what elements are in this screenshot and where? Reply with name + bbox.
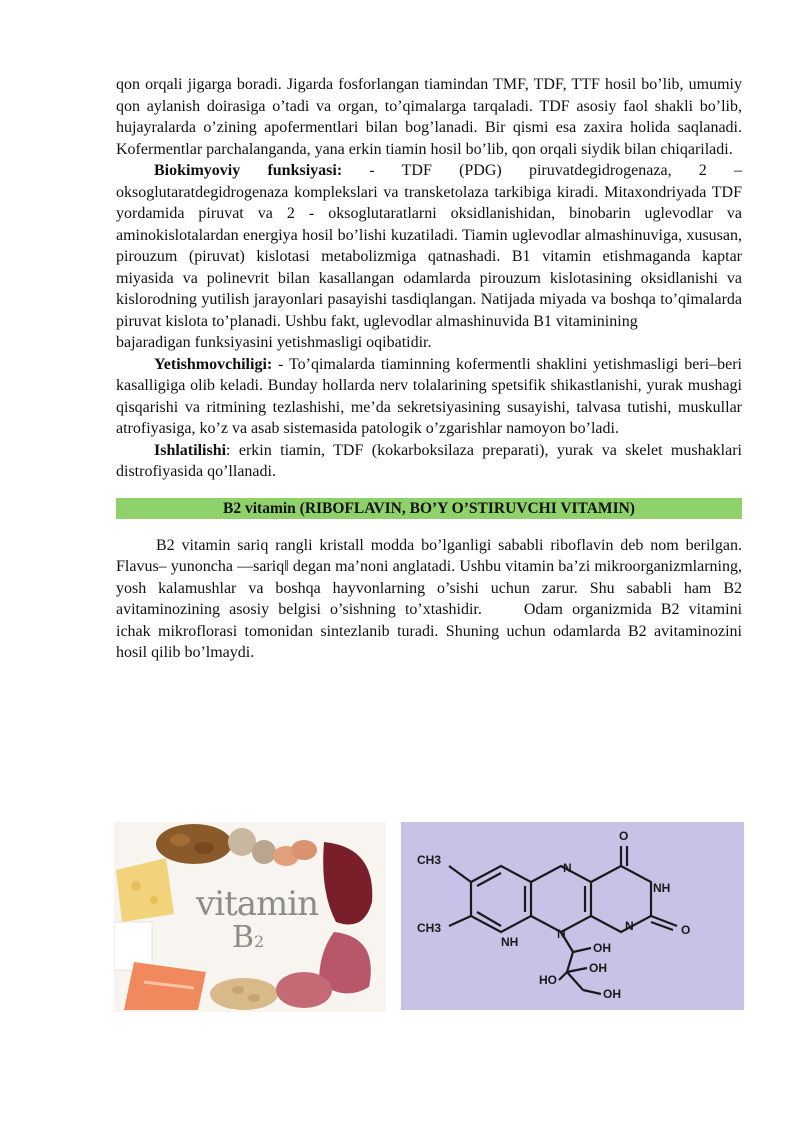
label-oh-2: OH bbox=[589, 961, 607, 975]
paragraph-biochemical-tail: bajaradigan funksiyasini yetishmasligi oqibatidir. bbox=[116, 334, 432, 351]
vitamin-b2-label: B2 bbox=[232, 920, 265, 955]
label-ch3-top: CH3 bbox=[417, 853, 442, 867]
riboflavin-molecule bbox=[401, 822, 744, 1010]
text-biochemical-function: - TDF (PDG) piruvatdegidrogenaza, 2 – oksoglutaratdegidrogenaza komplekslari va transketolaza tarkibiga kiradi. Mitaxondriyada TDF yordamida piruvat va 2 - oksoglutaratlarni oksidlanishidan, binobarin uglevodlar va aminokislotalardan energiya hosil bo’lishi kuzatiladi. Tiamin uglevodlar almashinuviga, xususan, pirouzum (piruvat) kislotasi metabolizmiga qatnashadi. B1 vitamin etishmaganda kaptar miyasida va polinevrit bilan kasallangan odamlarda pirouzum kislotasining oksidlanishi va kislorodning yutilish jarayonlari pasayishi tasdiqlangan. Natijada miyada va boshqa to’qimalarda piruvat kislota to’planadi. Ushbu fakt, uglevodlar almashinuvida B1 vitaminining bbox=[116, 162, 742, 330]
label-oh-1: OH bbox=[593, 941, 611, 955]
label-n-top: N bbox=[563, 861, 572, 875]
section-heading-b2: B2 vitamin (RIBOFLAVIN, BO’Y O’STIRUVCHI VITAMIN) bbox=[116, 498, 742, 519]
label-ch3-bottom: CH3 bbox=[417, 921, 442, 935]
label-oh-3: OH bbox=[603, 987, 621, 1001]
text-b2-a: B2 vitamin sariq rangli kristall modda bo’lganligi sababli riboflavin deb nom berilgan. Flavus– yunoncha —sariq‖ degan ma’noni anglatadi. Ushbu vitamin ba’zi mikroorganizmlarning, yosh kalamushlar va boshqa hayvonlarning o’sishi uchun zarur. Shu sababli ham B2 avitaminozining asosiy belgisi o’sishning to’xtashidir. bbox=[116, 536, 742, 618]
food-sources-image bbox=[114, 822, 386, 1012]
paragraph-b2-description bbox=[116, 535, 742, 664]
paragraph-deficiency bbox=[116, 354, 742, 440]
vitamin-word: vitamin bbox=[196, 884, 319, 924]
label-n-mid: N bbox=[557, 927, 566, 941]
paragraph-biochemical-function bbox=[116, 160, 742, 332]
label-nh-left: NH bbox=[501, 935, 519, 949]
label-deficiency: Yetishmovchiligi: bbox=[154, 355, 273, 373]
label-ho: HO bbox=[539, 973, 557, 987]
paragraph-usage bbox=[116, 440, 742, 483]
label-nh-right: NH bbox=[653, 881, 671, 895]
label-o-top: O bbox=[619, 829, 629, 843]
riboflavin-structure-image bbox=[401, 822, 744, 1010]
paragraph-thiamine-transport: qon orqali jigarga boradi. Jigarda fosforlangan tiamindan TMF, TDF, TTF hosil bo’lib, umumiy qon aylanish doirasiga o’tadi va organ, to’qimalarga tarqaladi. TDF asosiy faol shakli bo’lib, hujayralarda o’zining apofermentlari bilan bog’lanadi. Bir qismi esa zaxira holida saqlanadi. Kofermentlar parchalanganda, yana erkin tiamin hosil bo’lib, qon orqali siydik bilan chiqariladi. bbox=[116, 76, 742, 158]
label-usage: Ishlatilishi bbox=[154, 441, 227, 459]
label-biochemical-function: Biokimyoviy funksiyasi: bbox=[154, 162, 343, 179]
document-page bbox=[116, 74, 742, 664]
text-deficiency: - To’qimalarda tiaminning kofermentli shaklini yetishmasligi beri–beri kasalligiga olib keladi. Bunday hollarda nerv tolalarining spetsifik shikastlanishi, yurak mushagi qisqarishi va ritmining tezlashishi, me’da sekretsiyasining susayishi, talvasa tutishi, muskullar atrofiyasiga, ko’z va asab sistemasida patologik o’zgarishlar namoyon bo’ladi. bbox=[116, 355, 742, 437]
text-b2-b: Odam organizmida B2 vitamini ichak mikroflorasi tomonidan sintezlanib turadi. Shuning uchun odamlarda B2 avitaminozini hosil qilib bo’lmaydi. bbox=[116, 601, 743, 661]
figures-row bbox=[114, 822, 744, 1012]
label-o-right: O bbox=[681, 923, 691, 937]
text-usage: : erkin tiamin, TDF (kokarboksilaza preparati), yurak va skelet mushaklari distrofiyasida qo’llanadi. bbox=[116, 441, 742, 480]
label-n-ring: N bbox=[625, 919, 634, 933]
